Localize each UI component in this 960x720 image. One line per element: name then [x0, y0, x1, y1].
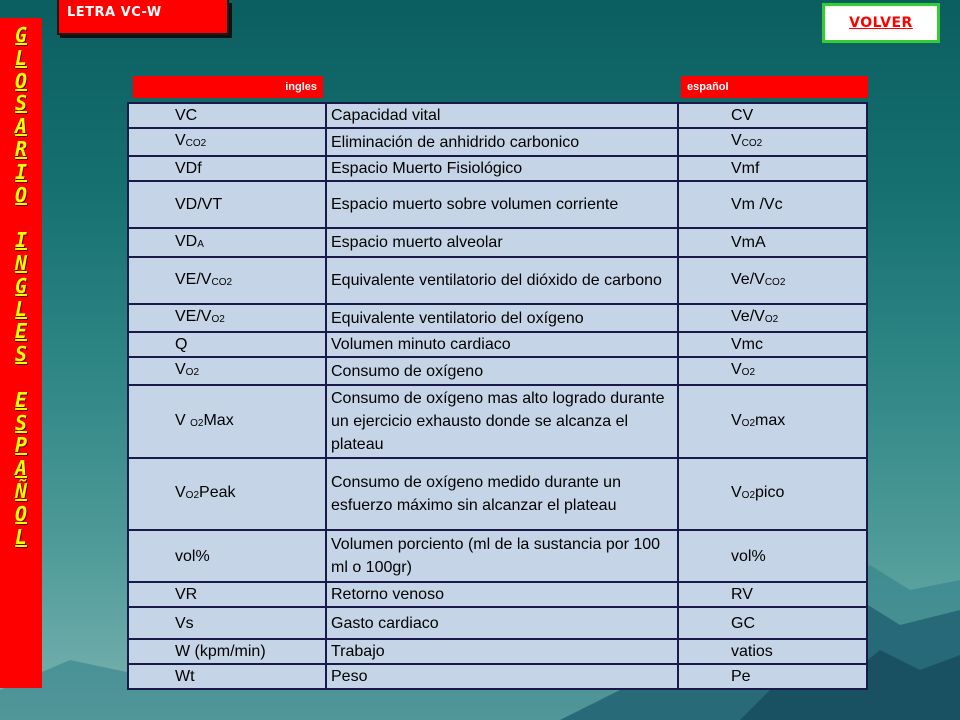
english-text: V: [175, 132, 186, 149]
glossary-table: [127, 102, 866, 685]
spanish-text: V: [731, 132, 742, 149]
english-subscript: A: [197, 238, 204, 250]
spanish-abbreviation: [678, 332, 867, 357]
spanish-definition: Retorno venoso: [326, 582, 678, 607]
spanish-text: max: [755, 411, 786, 429]
english-text: VDf: [175, 160, 202, 177]
letter-range-label: LETRA VC-W: [57, 0, 229, 35]
table-header: [133, 76, 868, 98]
english-text: Vs: [175, 614, 194, 632]
sidebar-letter: A: [14, 114, 28, 139]
sidebar-letter: G: [14, 23, 28, 47]
spanish-text: Vmf: [731, 160, 760, 177]
english-text: VE/V: [175, 308, 212, 325]
english-text: V: [175, 484, 186, 501]
spanish-abbreviation: [678, 664, 867, 689]
english-abbreviation: [128, 582, 326, 607]
sidebar-letter: S: [14, 410, 28, 435]
spanish-abbreviation: [678, 181, 867, 228]
english-abbreviation: [128, 304, 326, 332]
english-subscript: O2: [190, 417, 204, 429]
sidebar-letter: G: [14, 273, 28, 298]
sidebar-letter: N: [14, 250, 28, 275]
sidebar-letter: S: [14, 91, 28, 116]
sidebar-letter: A: [14, 456, 28, 481]
english-subscript: O2: [185, 367, 200, 378]
spanish-text: Pe: [731, 668, 751, 685]
sidebar-letter: L: [14, 45, 28, 70]
spanish-abbreviation: [678, 257, 867, 304]
table-row: [128, 332, 867, 357]
spanish-abbreviation: [678, 458, 867, 530]
table-row: [128, 103, 867, 128]
spanish-abbreviation: [678, 607, 867, 639]
spanish-text: Vmc: [731, 336, 763, 353]
table-row: [128, 156, 867, 181]
english-abbreviation: [128, 103, 326, 128]
table-row: [128, 385, 867, 458]
sidebar-letter: P: [14, 433, 28, 458]
english-abbreviation: [128, 228, 326, 257]
spanish-definition: Volumen porciento (ml de la sustancia por 100 ml o 100gr): [326, 530, 678, 582]
english-abbreviation: [128, 639, 326, 664]
glossary-title-sidebar: [0, 18, 42, 688]
english-abbreviation: [128, 607, 326, 639]
spanish-text: Vm /Vc: [731, 196, 783, 213]
spanish-definition: Espacio muerto alveolar: [326, 228, 678, 257]
spanish-abbreviation: [678, 304, 867, 332]
spanish-abbreviation: [678, 103, 867, 128]
table-row: [128, 357, 867, 385]
english-text: vol%: [175, 547, 210, 565]
english-abbreviation: [128, 181, 326, 228]
sidebar-letter: O: [14, 182, 28, 207]
english-text: Max: [203, 411, 234, 429]
spanish-abbreviation: [678, 357, 867, 385]
sidebar-letter: E: [14, 319, 28, 344]
spanish-abbreviation: [678, 228, 867, 257]
english-text: VD: [175, 232, 198, 250]
spanish-definition: Espacio muerto sobre volumen corriente: [326, 181, 678, 228]
english-text: VE/V: [175, 270, 212, 288]
spanish-text: V: [731, 411, 742, 429]
spanish-abbreviation: [678, 639, 867, 664]
spanish-text: vatios: [731, 643, 773, 660]
header-english: ingles: [133, 76, 323, 98]
table-row: [128, 458, 867, 530]
spanish-subscript: O2: [741, 367, 756, 378]
english-subscript: O2: [211, 314, 225, 325]
spanish-definition: Eliminación de anhidrido carbonico: [326, 128, 678, 156]
sidebar-letter: R: [14, 136, 28, 161]
english-subscript: CO2: [185, 138, 207, 149]
spanish-abbreviation: [678, 156, 867, 181]
english-abbreviation: [128, 385, 326, 458]
table-row: [128, 664, 867, 689]
spanish-text: VmA: [731, 234, 766, 251]
table-row: [128, 128, 867, 156]
sidebar-letter: L: [14, 296, 28, 321]
english-abbreviation: [128, 530, 326, 582]
sidebar-letter: O: [14, 68, 28, 93]
spanish-definition: Equivalente ventilatorio del dióxido de carbono: [326, 257, 678, 304]
spanish-definition: Consumo de oxígeno mas alto logrado durante un ejercicio exhausto donde se alcanza el plateau: [326, 385, 678, 458]
sidebar-letter: L: [14, 524, 28, 549]
english-abbreviation: [128, 357, 326, 385]
english-abbreviation: [128, 332, 326, 357]
sidebar-letter: S: [14, 342, 28, 367]
english-text: V: [175, 361, 186, 378]
english-text: Wt: [175, 668, 195, 685]
spanish-text: CV: [731, 107, 754, 124]
spanish-definition: Peso: [326, 664, 678, 689]
english-text: Peak: [199, 484, 236, 501]
english-abbreviation: [128, 664, 326, 689]
sidebar-letter: I: [14, 228, 28, 253]
spanish-abbreviation: [678, 385, 867, 458]
english-text: Q: [175, 336, 188, 353]
spanish-subscript: CO2: [764, 276, 786, 288]
spanish-text: Ve/V: [731, 308, 765, 325]
sidebar-letter: Ñ: [14, 478, 28, 503]
spanish-subscript: O2: [741, 417, 756, 429]
spanish-abbreviation: [678, 582, 867, 607]
table-row: [128, 530, 867, 582]
english-abbreviation: [128, 156, 326, 181]
spanish-text: V: [731, 484, 742, 501]
spanish-definition: Consumo de oxígeno medido durante un esfuerzo máximo sin alcanzar el plateau: [326, 458, 678, 530]
english-text: VD/VT: [175, 196, 223, 213]
english-text: VC: [175, 107, 198, 124]
sidebar-letter: I: [14, 159, 28, 184]
spanish-definition: Consumo de oxígeno: [326, 357, 678, 385]
spanish-abbreviation: [678, 128, 867, 156]
spanish-text: vol%: [731, 547, 766, 565]
english-abbreviation: [128, 257, 326, 304]
spanish-abbreviation: [678, 530, 867, 582]
english-abbreviation: [128, 128, 326, 156]
spanish-text: RV: [731, 586, 753, 603]
spanish-subscript: O2: [741, 490, 756, 501]
spanish-text: pico: [755, 484, 785, 501]
spanish-definition: Capacidad vital: [326, 103, 678, 128]
english-subscript: CO2: [211, 276, 233, 288]
english-text: VR: [175, 586, 198, 603]
table-row: [128, 607, 867, 639]
table-row: [128, 228, 867, 257]
spanish-definition: Trabajo: [326, 639, 678, 664]
spanish-definition: Gasto cardiaco: [326, 607, 678, 639]
english-text: V: [175, 411, 191, 429]
back-button[interactable]: VOLVER: [822, 3, 940, 43]
sidebar-letter: E: [14, 387, 28, 412]
english-subscript: O2: [185, 490, 200, 501]
spanish-subscript: CO2: [741, 138, 763, 149]
table-row: [128, 181, 867, 228]
spanish-definition: Equivalente ventilatorio del oxígeno: [326, 304, 678, 332]
spanish-definition: Espacio Muerto Fisiológico: [326, 156, 678, 181]
english-text: W (kpm/min): [175, 643, 266, 660]
sidebar-letter: O: [14, 501, 28, 526]
spanish-definition: Volumen minuto cardiaco: [326, 332, 678, 357]
table-row: [128, 639, 867, 664]
spanish-text: V: [731, 361, 742, 378]
spanish-text: GC: [731, 614, 755, 632]
table-row: [128, 304, 867, 332]
table-row: [128, 257, 867, 304]
english-abbreviation: [128, 458, 326, 530]
spanish-subscript: O2: [764, 314, 779, 325]
header-spanish: español: [681, 76, 868, 98]
spanish-text: Ve/V: [731, 270, 765, 288]
table-row: [128, 582, 867, 607]
